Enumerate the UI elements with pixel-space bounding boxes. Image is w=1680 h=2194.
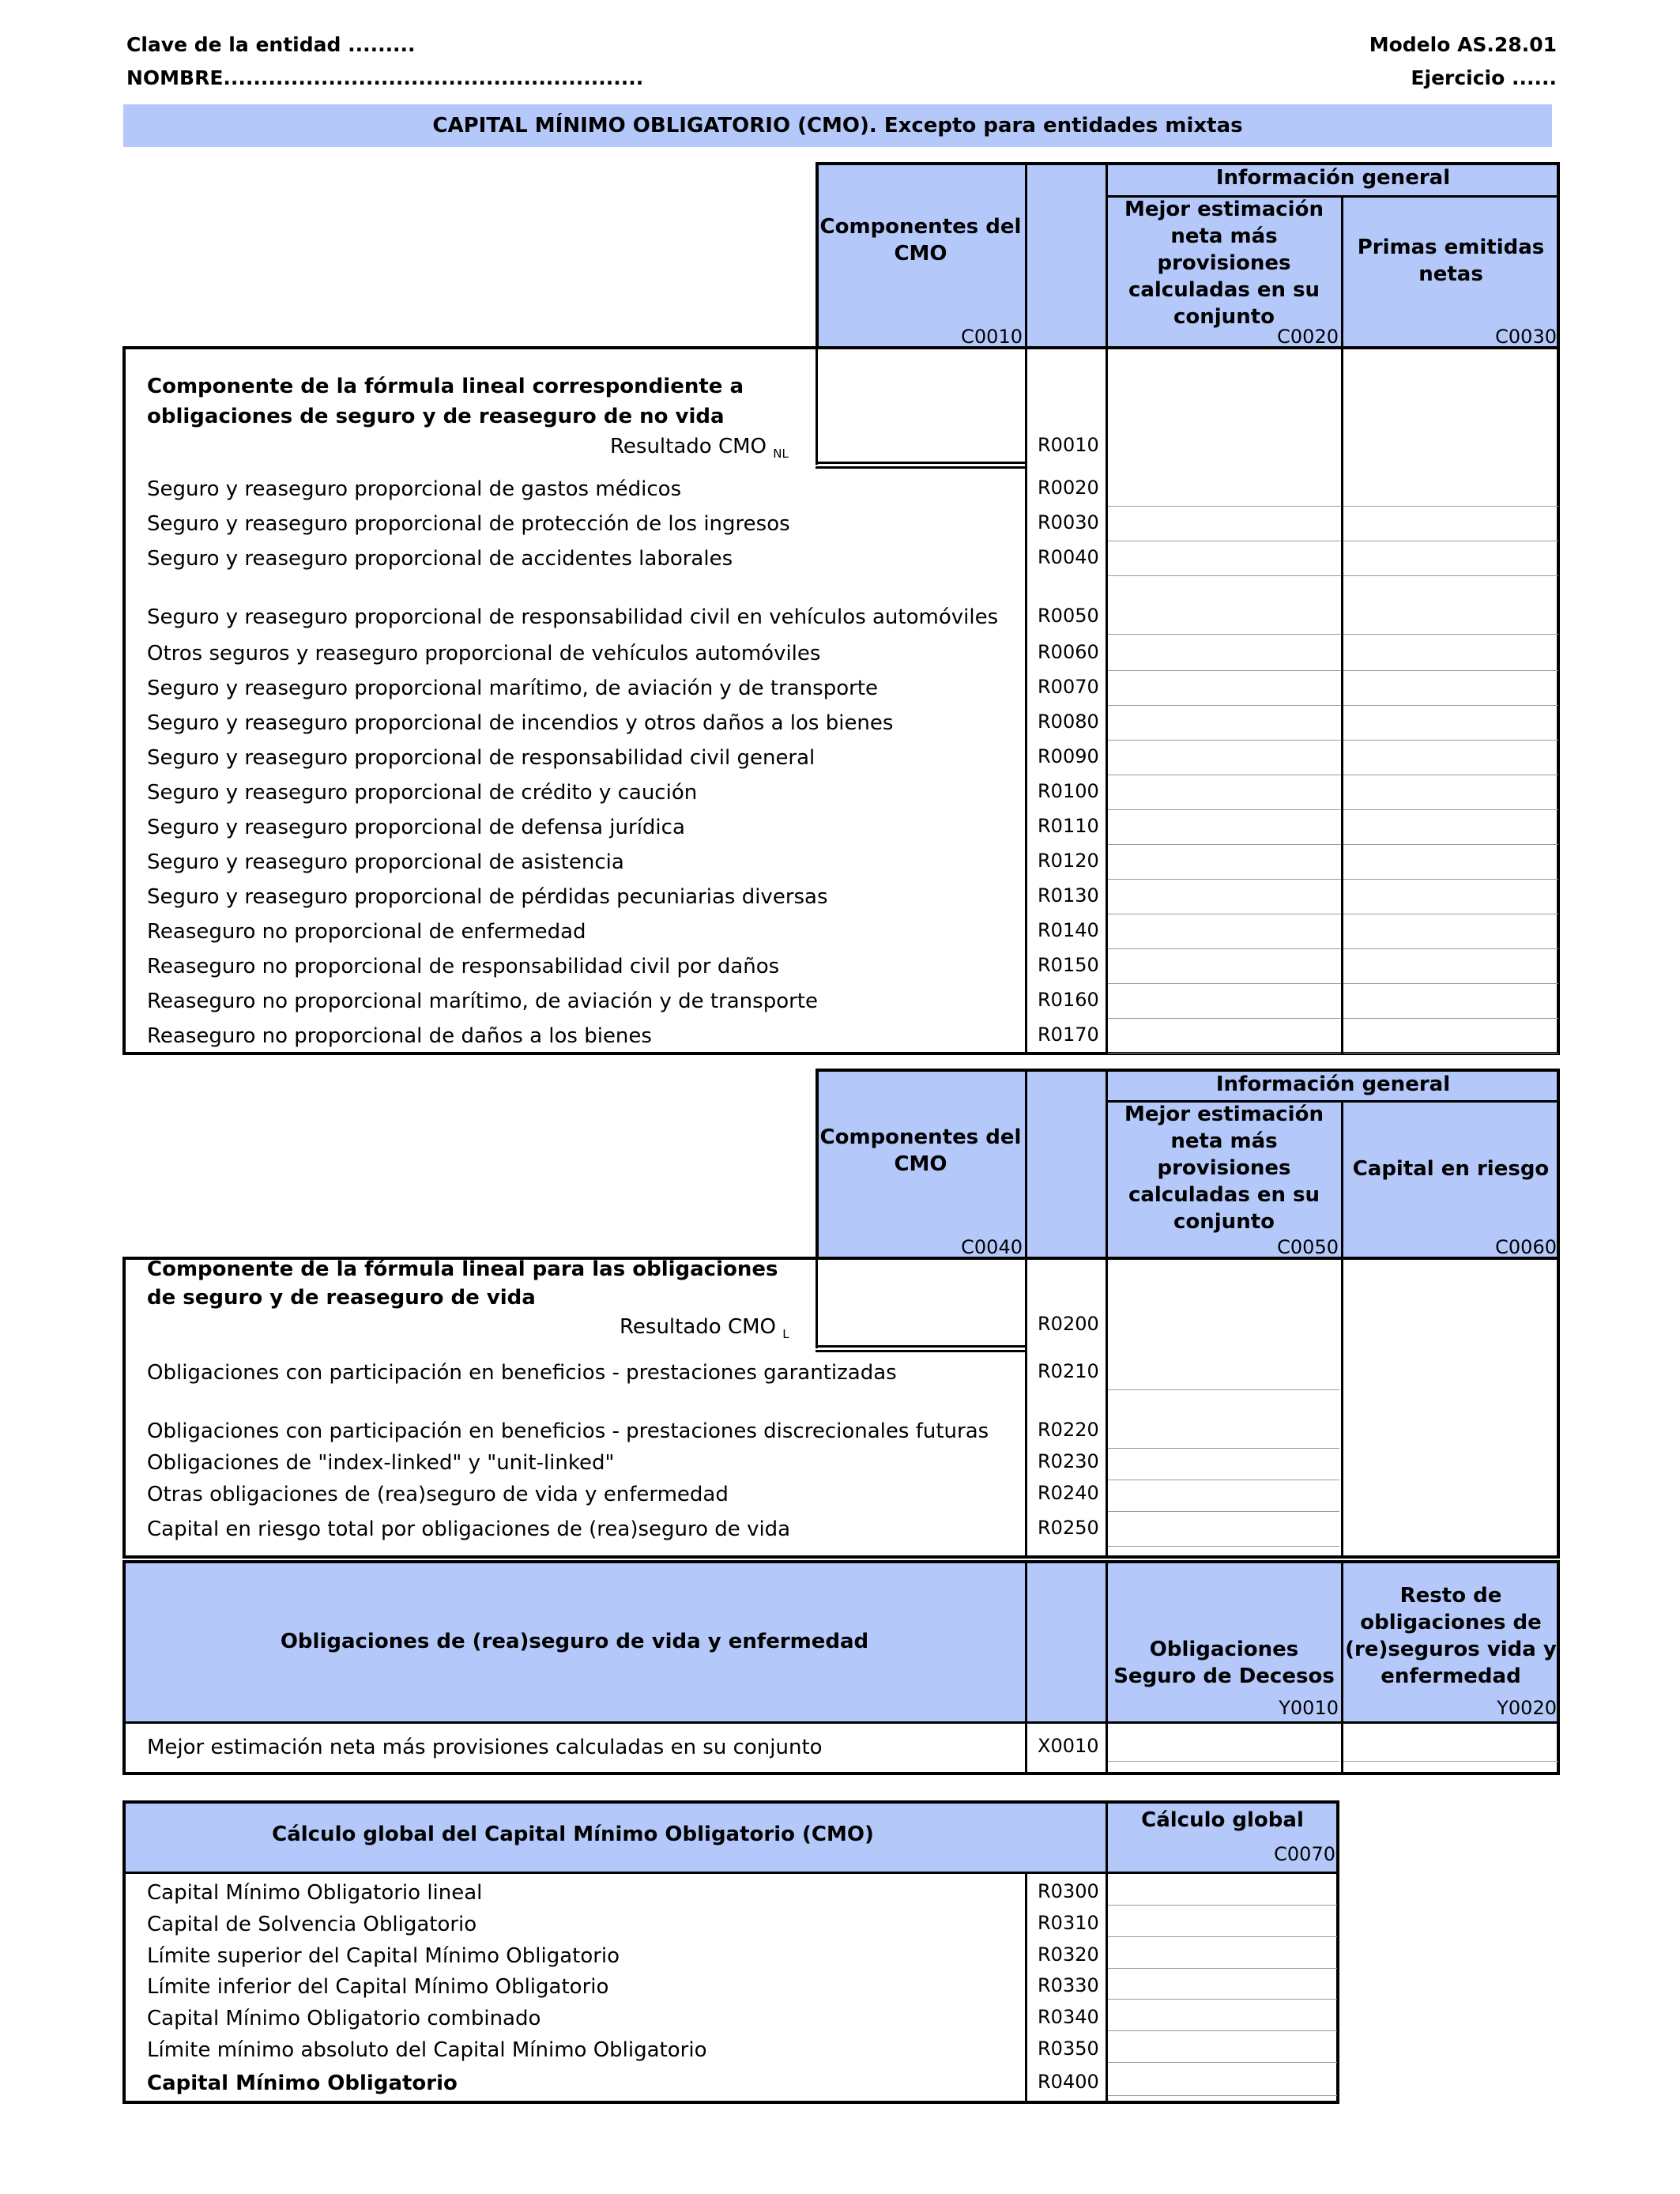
resultado-cmo-nl: Resultado CMO $_{NL}$ — [610, 435, 789, 462]
input-cell[interactable] — [1108, 948, 1341, 949]
table3-title: Obligaciones de (rea)seguro de vida y enfermedad — [280, 1630, 869, 1653]
code-c0030: C0030 — [1495, 326, 1557, 348]
section-title-life: Componente de la fórmula lineal para las obligaciones de seguro y de reaseguro de vida — [147, 1257, 778, 1310]
row-code: R0030 — [1038, 511, 1099, 533]
input-cell[interactable] — [1108, 506, 1341, 507]
input-cell[interactable] — [1108, 1053, 1341, 1054]
input-cell[interactable] — [1108, 1546, 1339, 1547]
col-decesos: Obligaciones Seguro de Decesos — [1113, 1638, 1335, 1688]
row-code: R0010 — [1038, 434, 1099, 456]
row-label: Capital de Solvencia Obligatorio — [147, 1913, 477, 1936]
col-mejor-estimacion: Mejor estimación neta más provisiones calculadas en su conjunto — [1124, 198, 1324, 329]
row-code: R0040 — [1038, 546, 1099, 568]
input-cell[interactable] — [1108, 809, 1341, 810]
row-label: Seguro y reaseguro proporcional de defensa jurídica — [147, 816, 685, 839]
row-code: R0310 — [1038, 1912, 1099, 1934]
input-cell[interactable] — [1108, 705, 1341, 706]
col-mejor-estimacion-2: Mejor estimación neta más provisiones calculadas en su conjunto — [1124, 1103, 1324, 1234]
input-cell[interactable] — [1108, 1389, 1339, 1390]
row-code: R0050 — [1038, 605, 1099, 627]
row-code: R0020 — [1038, 477, 1099, 499]
input-cell[interactable] — [1108, 2062, 1337, 2063]
row-label: Obligaciones de "index-linked" y "unit-linked" — [147, 1451, 615, 1475]
col-primas: Primas emitidas netas — [1357, 236, 1545, 286]
input-cell[interactable] — [1343, 948, 1558, 949]
row-code: R0090 — [1038, 745, 1099, 767]
table4-title: Cálculo global del Capital Mínimo Obligatorio (CMO) — [272, 1823, 874, 1846]
input-cell[interactable] — [1108, 844, 1341, 845]
col-componentes-2: Componentes del CMO — [819, 1125, 1022, 1176]
code-c0060: C0060 — [1495, 1236, 1557, 1258]
input-cell[interactable] — [1343, 844, 1558, 845]
entity-key-label: Clave de la entidad ......... — [126, 33, 416, 56]
input-cell[interactable] — [1108, 879, 1341, 880]
input-cell[interactable] — [1108, 670, 1341, 671]
row-label: Límite mínimo absoluto del Capital Mínimo Obligatorio — [147, 2038, 707, 2062]
row-code: R0060 — [1038, 641, 1099, 663]
code-y0010: Y0010 — [1279, 1697, 1339, 1719]
code-c0010: C0010 — [961, 326, 1023, 348]
row-code: R0300 — [1038, 1880, 1099, 1902]
row-label: Obligaciones con participación en beneficios - prestaciones discrecionales futuras — [147, 1419, 989, 1443]
row-label: Reaseguro no proporcional de responsabilidad civil por daños — [147, 955, 780, 978]
row-label: Límite superior del Capital Mínimo Obligatorio — [147, 1944, 620, 1968]
input-cell[interactable] — [1343, 1053, 1558, 1054]
row-label: Límite inferior del Capital Mínimo Obligatorio — [147, 1975, 609, 1999]
code-c0040: C0040 — [961, 1236, 1023, 1258]
row-code: R0140 — [1038, 919, 1099, 941]
input-cell[interactable] — [1343, 634, 1558, 635]
row-code: R0250 — [1038, 1517, 1099, 1539]
input-cell[interactable] — [1108, 1968, 1337, 1969]
row-code: R0220 — [1038, 1419, 1099, 1441]
col-calculo-global: Cálculo global — [1141, 1808, 1304, 1832]
row-label: Seguro y reaseguro proporcional de incendios y otros daños a los bienes — [147, 711, 894, 735]
row-label: Capital Mínimo Obligatorio — [147, 2071, 458, 2095]
row-label: Seguro y reaseguro proporcional de accidentes laborales — [147, 547, 733, 571]
code-c0020: C0020 — [1277, 326, 1339, 348]
col-info-general: Información general — [1215, 166, 1451, 190]
page-title: CAPITAL MÍNIMO OBLIGATORIO (CMO). Excepto para entidades mixtas — [123, 104, 1552, 147]
input-cell[interactable] — [1343, 575, 1558, 576]
resultado-cmo-l: Resultado CMO $_L$ — [620, 1315, 789, 1342]
row-code: R0120 — [1038, 850, 1099, 872]
row-code: R0100 — [1038, 780, 1099, 802]
entity-name-label: NOMBRE........................................................ — [126, 66, 644, 89]
row-label: Seguro y reaseguro proporcional marítimo, de aviación y de transporte — [147, 677, 878, 700]
row-code: R0340 — [1038, 2006, 1099, 2028]
input-cell[interactable] — [1108, 575, 1341, 576]
input-cell[interactable] — [1108, 2095, 1337, 2096]
row-code: R0320 — [1038, 1943, 1099, 1966]
input-cell[interactable] — [1343, 983, 1558, 984]
code-c0070: C0070 — [1274, 1843, 1335, 1865]
col-info-general-2: Información general — [1215, 1072, 1451, 1096]
row-label: Seguro y reaseguro proporcional de asistencia — [147, 850, 624, 874]
row-label: Seguro y reaseguro proporcional de protección de los ingresos — [147, 512, 790, 536]
row-label: Seguro y reaseguro proporcional de gastos médicos — [147, 477, 682, 501]
row-label: Obligaciones con participación en beneficios - prestaciones garantizadas — [147, 1361, 897, 1385]
year-label: Ejercicio ...... — [1411, 66, 1557, 89]
row-code: R0240 — [1038, 1482, 1099, 1504]
row-label: Otros seguros y reaseguro proporcional de vehículos automóviles — [147, 642, 821, 665]
input-cell[interactable] — [1343, 1018, 1558, 1019]
input-cell[interactable] — [1343, 670, 1558, 671]
input-cell[interactable] — [1108, 1018, 1341, 1019]
row-label: Otras obligaciones de (rea)seguro de vida y enfermedad — [147, 1483, 729, 1506]
code-y0020: Y0020 — [1497, 1697, 1557, 1719]
row-label: Capital Mínimo Obligatorio lineal — [147, 1881, 483, 1905]
input-cell[interactable] — [1343, 705, 1558, 706]
row-label: Reaseguro no proporcional marítimo, de aviación y de transporte — [147, 990, 818, 1013]
input-cell[interactable] — [1108, 634, 1341, 635]
col-capital-riesgo: Capital en riesgo — [1352, 1157, 1550, 1181]
input-cell[interactable] — [1108, 1905, 1337, 1906]
input-cell[interactable] — [1108, 1999, 1337, 2000]
row-label: Seguro y reaseguro proporcional de responsabilidad civil en vehículos automóviles — [147, 605, 999, 629]
row-label: Capital en riesgo total por obligaciones de (rea)seguro de vida — [147, 1517, 791, 1541]
input-cell[interactable] — [1108, 2030, 1337, 2031]
input-cell[interactable] — [1108, 1511, 1339, 1512]
input-cell[interactable] — [1343, 740, 1558, 741]
row-code: R0350 — [1038, 2038, 1099, 2060]
row-label: Reaseguro no proporcional de enfermedad — [147, 920, 586, 944]
col-componentes: Componentes del CMO — [819, 215, 1022, 266]
row-code: R0400 — [1038, 2071, 1099, 2093]
row-label: Reaseguro no proporcional de daños a los bienes — [147, 1024, 652, 1048]
row-code: R0210 — [1038, 1360, 1099, 1382]
section-title-non-life: Componente de la fórmula lineal correspondiente a obligaciones de seguro y de reaseguro de no vida — [147, 375, 744, 428]
code-c0050: C0050 — [1277, 1236, 1339, 1258]
input-cell[interactable] — [1108, 983, 1341, 984]
row-label: Seguro y reaseguro proporcional de pérdidas pecuniarias diversas — [147, 885, 828, 909]
input-cell[interactable] — [1343, 809, 1558, 810]
row-label: Seguro y reaseguro proporcional de crédito y caución — [147, 781, 698, 805]
input-cell[interactable] — [1343, 879, 1558, 880]
row-code: X0010 — [1038, 1735, 1099, 1757]
input-cell[interactable] — [1108, 1448, 1339, 1449]
row-code: R0230 — [1038, 1450, 1099, 1472]
row-label: Capital Mínimo Obligatorio combinado — [147, 2007, 541, 2030]
row-code: R0150 — [1038, 954, 1099, 976]
model-label: Modelo AS.28.01 — [1369, 33, 1557, 56]
row-label: Mejor estimación neta más provisiones calculadas en su conjunto — [147, 1736, 823, 1759]
row-code: R0130 — [1038, 884, 1099, 907]
col-resto: Resto de obligaciones de (re)seguros vida y enfermedad — [1345, 1584, 1557, 1688]
row-code: R0070 — [1038, 676, 1099, 698]
input-cell[interactable] — [1108, 740, 1341, 741]
input-cell[interactable] — [1108, 1936, 1337, 1937]
row-code: R0330 — [1038, 1974, 1099, 1996]
input-cell[interactable] — [1343, 506, 1558, 507]
row-code: R0080 — [1038, 711, 1099, 733]
row-code: R0200 — [1038, 1313, 1099, 1335]
row-code: R0160 — [1038, 989, 1099, 1011]
row-label: Seguro y reaseguro proporcional de responsabilidad civil general — [147, 746, 816, 770]
row-code: R0110 — [1038, 815, 1099, 837]
row-code: R0170 — [1038, 1023, 1099, 1046]
